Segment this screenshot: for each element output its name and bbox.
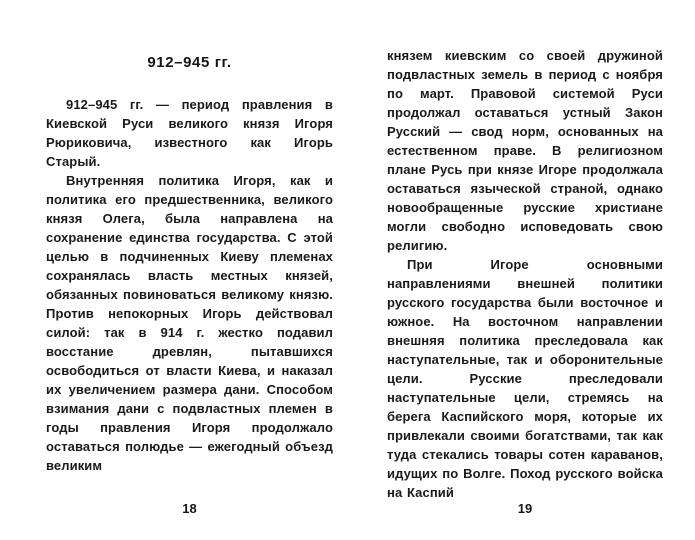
- paragraph: 912–945 гг. — период правления в Киевской Руси великого князя Игоря Рюриковича, известного как Игорь Старый.: [46, 97, 333, 169]
- left-page: [0, 0, 347, 540]
- right-page-text: [387, 46, 663, 502]
- right-page: [347, 0, 695, 540]
- paragraph: Внутренняя политика Игоря, как и политика его предшественника, великого князя Олега, была направлена на сохранение единства государства. С этой целью в подчиненных Киеву племенах сохранялась власть местных князей, обязанных повиноваться великому князю. Против непокорных Игорь действовал силой: так в 914 г. жестко подавил восстание древлян, пытавшихся освободиться от власти Киева, и наказал их увеличением размера дани. Способом взимания дани с подвластных племен в годы правления Игоря продолжало оставаться полюдье — ежегодный объезд великим: [46, 173, 333, 473]
- paragraph: князем киевским со своей дружиной подвластных земель в период с ноября по март. Правовой системой Руси продолжал оставаться устный Закон Русский — свод норм, основанных на естественном праве. В религиозном плане Русь при князе Игоре продолжала оставаться языческой страной, однако новообращенные русские христиане могли свободно исповедовать свою религию.: [387, 48, 663, 253]
- page-number-right: 19: [517, 501, 533, 516]
- left-page-text: [46, 95, 333, 475]
- page-number-left: 18: [182, 501, 197, 516]
- paragraph: При Игоре основными направлениями внешней политики русского государства были восточное и южное. На восточном направлении внешняя политика преследовала как наступательные, так и оборонительные цели. Русские преследовали наступательные цели, стремясь на берега Каспийского моря, которые их привлекали своими богатствами, так как туда стекались товары сотен караванов, идущих по Волге. Поход русского войска на Каспий: [387, 257, 663, 500]
- chapter-heading: 912–945 гг.: [147, 54, 232, 71]
